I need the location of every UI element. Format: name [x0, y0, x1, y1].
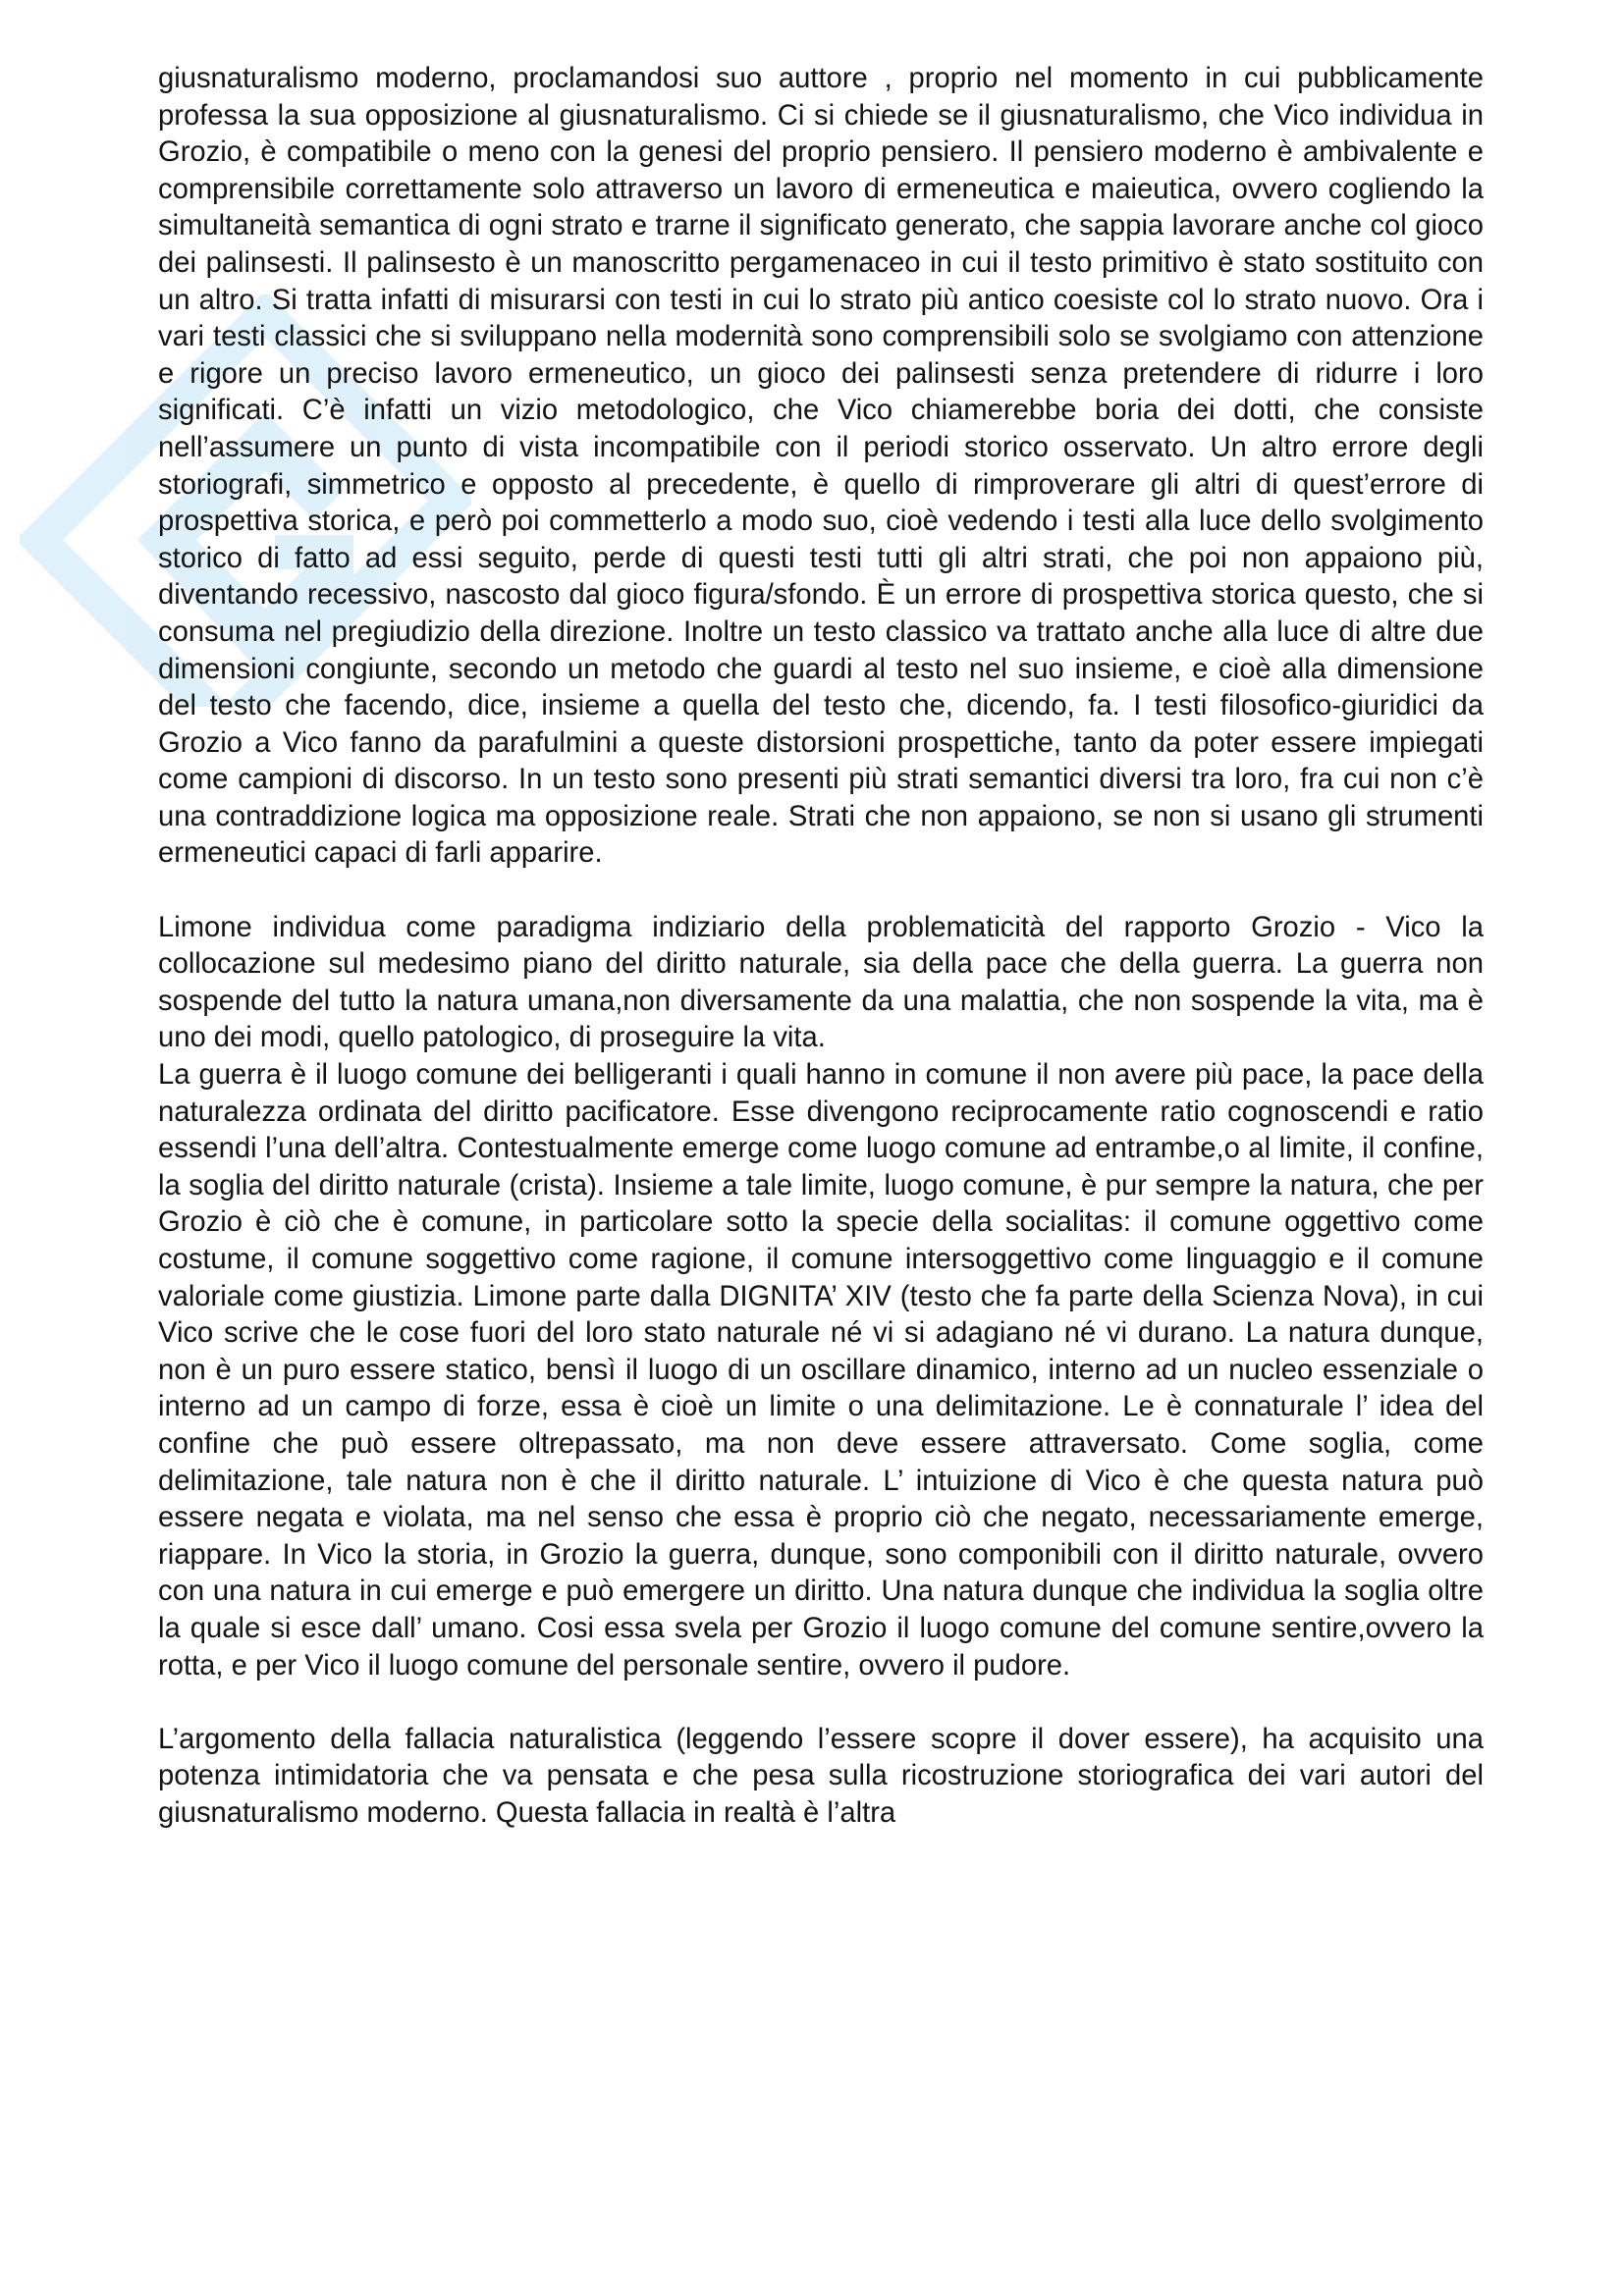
document-body	[158, 61, 1484, 1833]
paragraph-4: L’argomento della fallacia naturalistica (leggendo l’essere scopre il dover essere), ha acquisito una potenza intimidatoria che va pensata e che pesa sulla ricostruzione storiografica dei vari autori del giusnaturalismo moderno. Questa fallacia in realtà è l’altra	[158, 1723, 1484, 1829]
paragraph-2: Limone individua come paradigma indiziario della problematicità del rapporto Grozio - Vico la collocazione sul medesimo piano del diritto naturale, sia della pace che della guerra. La guerra non sospende del tutto la natura umana,non diversamente da una malattia, che non sospende la vita, ma è uno dei modi, quello patologico, di proseguire la vita.	[158, 911, 1484, 1054]
paragraph-1: giusnaturalismo moderno, proclamandosi suo auttore , proprio nel momento in cui pubblicamente professa la sua opposizione al giusnaturalismo. Ci si chiede se il giusnaturalismo, che Vico individua in Grozio, è compatibile o meno con la genesi del proprio pensiero. Il pensiero moderno è ambivalente e comprensibile correttamente solo attraverso un lavoro di ermeneutica e maieutica, ovvero cogliendo la simultaneità semantica di ogni strato e trarne il significato generato, che sappia lavorare anche col gioco dei palinsesti. Il palinsesto è un manoscritto pergamenaceo in cui il testo primitivo è stato sostituito con un altro. Si tratta infatti di misurarsi con testi in cui lo strato più antico coesiste col lo strato nuovo. Ora i vari testi classici che si sviluppano nella modernità sono comprensibili solo se svolgiamo con attenzione e rigore un preciso lavoro ermeneutico, un gioco dei palinsesti senza pretendere di ridurre i loro significati. C’è infatti un vizio metodologico, che Vico chiamerebbe boria dei dotti, che consiste nell’assumere un punto di vista incompatibile con il periodi storico osservato. Un altro errore degli storiografi, simmetrico e opposto al precedente, è quello di rimproverare gli altri di quest’errore di prospettiva storica, e però poi commetterlo a modo suo, cioè vedendo i testi alla luce dello svolgimento storico di fatto ad essi seguito, perde di questi testi tutti gli altri strati, che poi non appaiono più, diventando recessivo, nascosto dal gioco figura/sfondo. È un errore di prospettiva storica questo, che si consuma nel pregiudizio della direzione. Inoltre un testo classico va trattato anche alla luce di altre due dimensioni congiunte, secondo un metodo che guardi al testo nel suo insieme, e cioè alla dimensione del testo che facendo, dice, insieme a quella del testo che, dicendo, fa. I testi filosofico-giuridici da Grozio a Vico fanno da parafulmini a queste distorsioni prospettiche, tanto da poter essere impiegati come campioni di discorso. In un testo sono presenti più strati semantici diversi tra loro, fra cui non c’è una contraddizione logica ma opposizione reale. Strati che non appaiono, se non si usano gli strumenti ermeneutici capaci di farli apparire.	[158, 63, 1484, 870]
paragraph-3: La guerra è il luogo comune dei belligeranti i quali hanno in comune il non avere più pace, la pace della naturalezza ordinata del diritto pacificatore. Esse divengono reciprocamente ratio cognoscendi e ratio essendi l’una dell’altra. Contestualmente emerge come luogo comune ad entrambe,o al limite, il confine, la soglia del diritto naturale (crista). Insieme a tale limite, luogo comune, è pur sempre la natura, che per Grozio è ciò che è comune, in particolare sotto la specie della socialitas: il comune oggettivo come costume, il comune soggettivo come ragione, il comune intersoggettivo come linguaggio e il comune valoriale come giustizia. Limone parte dalla DIGNITA’ XIV (testo che fa parte della Scienza Nova), in cui Vico scrive che le cose fuori del loro stato naturale né vi si adagiano né vi durano. La natura dunque, non è un puro essere statico, bensì il luogo di un oscillare dinamico, interno ad un nucleo essenziale o interno ad un campo di forze, essa è cioè un limite o una delimitazione. Le è connaturale l’ idea del confine che può essere oltrepassato, ma non deve essere attraversato. Come soglia, come delimitazione, tale natura non è che il diritto naturale. L’ intuizione di Vico è che questa natura può essere negata e violata, ma nel senso che essa è proprio ciò che negato, necessariamente emerge, riappare. In Vico la storia, in Grozio la guerra, dunque, sono componibili con il diritto naturale, ovvero con una natura in cui emerge e può emergere un diritto. Una natura dunque che individua la soglia oltre la quale si esce dall’ umano. Cosi essa svela per Grozio il luogo comune del comune sentire,ovvero la rotta, e per Vico il luogo comune del personale sentire, ovvero il pudore.	[158, 1059, 1484, 1682]
